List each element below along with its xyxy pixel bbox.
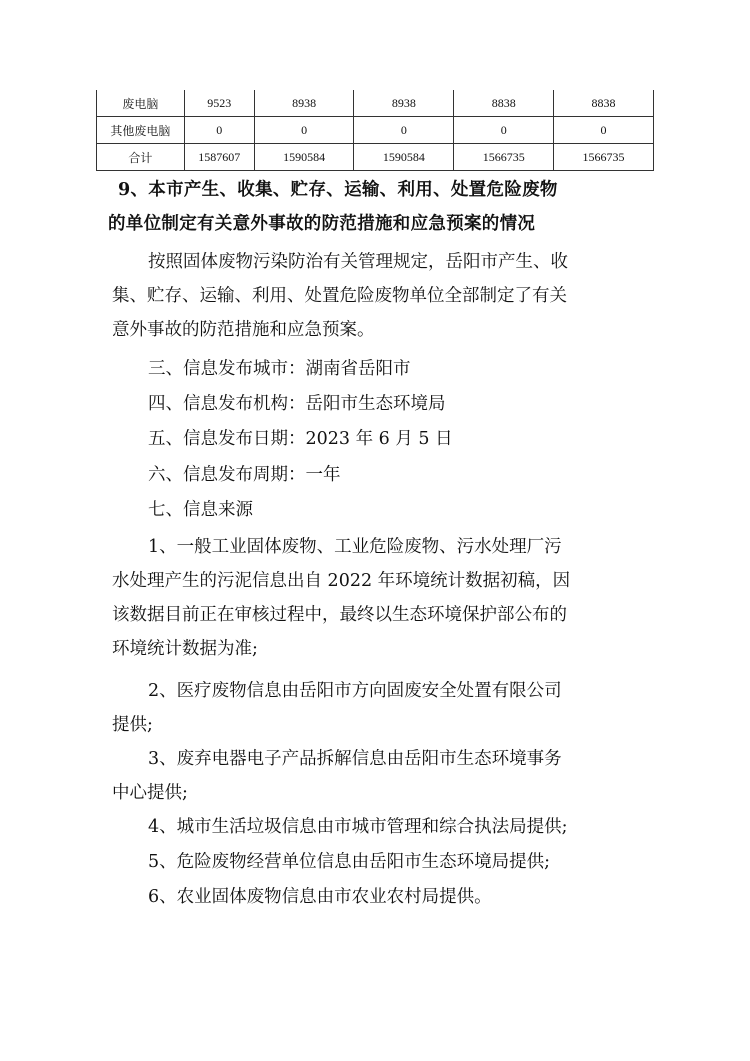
source-item-4: 4、城市生活垃圾信息由市城市管理和综合执法局提供; — [148, 817, 568, 837]
table-cell: 0 — [554, 117, 654, 144]
table-cell: 8838 — [454, 90, 554, 117]
table-cell: 1566735 — [554, 144, 654, 171]
row-label: 废电脑 — [97, 90, 185, 117]
info-period: 六、信息发布周期：一年 — [148, 465, 341, 485]
table-cell: 0 — [254, 117, 354, 144]
table-cell: 0 — [184, 117, 254, 144]
row-label: 合计 — [97, 144, 185, 171]
table-row — [97, 90, 654, 117]
info-agency: 四、信息发布机构：岳阳市生态环境局 — [148, 394, 446, 414]
info-city: 三、信息发布城市：湖南省岳阳市 — [148, 359, 411, 379]
table-cell: 1590584 — [354, 144, 454, 171]
source-item-2: 2、医疗废物信息由岳阳市方向固废安全处置有限公司 提供; — [112, 681, 562, 735]
table-cell: 0 — [354, 117, 454, 144]
table-row — [97, 117, 654, 144]
table-cell: 8938 — [354, 90, 454, 117]
row-label: 其他废电脑 — [97, 117, 185, 144]
source-item-6: 6、农业固体废物信息由市农业农村局提供。 — [148, 887, 492, 907]
source-item-3: 3、废弃电器电子产品拆解信息由岳阳市生态环境事务 中心提供; — [112, 749, 562, 803]
section-9-body: 按照固体废物污染防治有关管理规定，岳阳市产生、收 集、贮存、运输、利用、处置危险废物单位全部制定了有关 意外事故的防范措施和应急预案。 — [112, 252, 568, 340]
info-source-title: 七、信息来源 — [148, 500, 253, 520]
table-cell: 1587607 — [184, 144, 254, 171]
table-row — [97, 144, 654, 171]
table-cell: 8938 — [254, 90, 354, 117]
source-item-1: 1、一般工业固体废物、工业危险废物、污水处理厂污 水处理产生的污泥信息出自 2022 年环境统计数据初稿，因 该数据目前正在审核过程中，最终以生态环境保护部公布的 环境统计数据为准; — [112, 537, 571, 659]
table-cell: 1590584 — [254, 144, 354, 171]
source-item-5: 5、危险废物经营单位信息由岳阳市生态环境局提供; — [148, 852, 551, 872]
section-9-heading: 9、本市产生、收集、贮存、运输、利用、处置危险废物 的单位制定有关意外事故的防范措施和应急预案的情况 — [108, 180, 558, 234]
table-cell: 8838 — [554, 90, 654, 117]
info-date: 五、信息发布日期：2023 年 6 月 5 日 — [148, 429, 453, 449]
waste-data-table — [96, 90, 654, 171]
table-cell: 9523 — [184, 90, 254, 117]
table-cell: 0 — [454, 117, 554, 144]
table-cell: 1566735 — [454, 144, 554, 171]
